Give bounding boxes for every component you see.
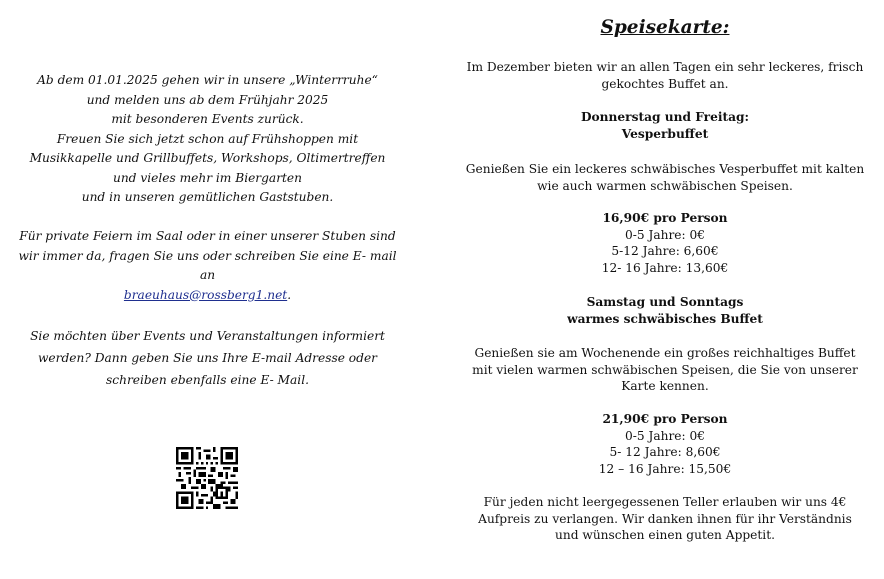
newsletter-line: schreiben ebenfalls eine E- Mail. bbox=[106, 373, 309, 387]
desc-line: Genießen Sie ein leckeres schwäbisches Vesperbuffet mit kalten bbox=[465, 162, 865, 176]
newsletter-line: Sie möchten über Events und Veranstaltungen informiert bbox=[30, 329, 385, 343]
child-price: 5- 12 Jahre: 8,60€ bbox=[609, 445, 721, 459]
adult-price: 21,90€ pro Person bbox=[602, 412, 728, 426]
qr-code-icon[interactable] bbox=[176, 447, 238, 509]
email-link[interactable]: braeuhaus@rossberg1.net bbox=[123, 287, 288, 302]
section-desc-sat-sun bbox=[450, 345, 880, 395]
desc-line: wie auch warmen schwäbischen Speisen. bbox=[537, 178, 793, 193]
intro-line: Im Dezember bieten wir an allen Tagen ein sehr leckeres, frisch bbox=[466, 60, 864, 74]
price-block-thu-fri bbox=[450, 210, 880, 276]
desc-line: Genießen sie am Wochenende ein großes reichhaltiges Buffet bbox=[474, 346, 856, 360]
private-line: an bbox=[199, 268, 216, 282]
child-price: 5-12 Jahre: 6,60€ bbox=[611, 244, 719, 258]
notice-line: und in unseren gemütlichen Gaststuben. bbox=[81, 190, 334, 204]
desc-line: Karte kennen. bbox=[621, 379, 709, 393]
child-price: 0-5 Jahre: 0€ bbox=[624, 428, 706, 443]
private-line: wir immer da, fragen Sie uns oder schreiben Sie eine E- mail bbox=[18, 248, 397, 263]
private-line: Für private Feiern im Saal oder in einer unserer Stuben sind bbox=[19, 229, 396, 243]
email-line bbox=[0, 286, 415, 306]
child-price: 12 – 16 Jahre: 15,50€ bbox=[598, 461, 732, 476]
newsletter-notice bbox=[0, 325, 415, 391]
menu-title: Speisekarte: bbox=[600, 17, 730, 38]
newsletter-line: werden? Dann geben Sie uns Ihre E-mail Adresse oder bbox=[38, 351, 377, 365]
section-heading-sat-sun bbox=[450, 294, 880, 327]
adult-price: 16,90€ pro Person bbox=[602, 211, 728, 225]
notice-line: und melden uns ab dem Frühjahr 2025 bbox=[86, 92, 329, 107]
menu-column bbox=[450, 0, 884, 579]
notice-line: mit besonderen Events zurück. bbox=[111, 112, 304, 126]
heading-line: Donnerstag und Freitag: bbox=[580, 110, 750, 124]
closing-line: Für jeden nicht leergegessenen Teller erlauben wir uns 4€ bbox=[483, 495, 847, 509]
left-column bbox=[0, 0, 415, 579]
desc-line: mit vielen warmen schwäbischen Speisen, die Sie von unserer bbox=[472, 362, 858, 377]
private-events-notice bbox=[0, 227, 415, 305]
menu-intro bbox=[450, 59, 880, 92]
child-price: 0-5 Jahre: 0€ bbox=[624, 227, 706, 242]
winter-break-notice bbox=[0, 71, 415, 208]
notice-line: und vieles mehr im Biergarten bbox=[112, 170, 302, 185]
section-heading-thu-fri bbox=[450, 109, 880, 142]
heading-line: Vesperbuffet bbox=[621, 126, 709, 141]
price-block-sat-sun bbox=[450, 411, 880, 477]
notice-line: Ab dem 01.01.2025 gehen wir in unsere „Winterrruhe“ bbox=[37, 73, 378, 87]
child-price: 12- 16 Jahre: 13,60€ bbox=[601, 260, 729, 275]
closing-line: Aufpreis zu verlangen. Wir danken ihnen für ihr Verständnis bbox=[478, 511, 852, 526]
section-desc-thu-fri bbox=[450, 161, 880, 194]
closing-note bbox=[450, 494, 880, 544]
heading-line: Samstag und Sonntags bbox=[586, 295, 744, 309]
closing-line: und wünschen einen guten Appetit. bbox=[555, 528, 775, 542]
email-suffix: . bbox=[287, 287, 292, 302]
notice-line: Musikkapelle und Grillbuffets, Workshops, Oltimertreffen bbox=[29, 151, 386, 165]
intro-line: gekochtes Buffet an. bbox=[601, 76, 729, 91]
notice-line: Freuen Sie sich jetzt schon auf Frühshoppen mit bbox=[56, 131, 359, 146]
heading-line: warmes schwäbisches Buffet bbox=[567, 311, 763, 326]
